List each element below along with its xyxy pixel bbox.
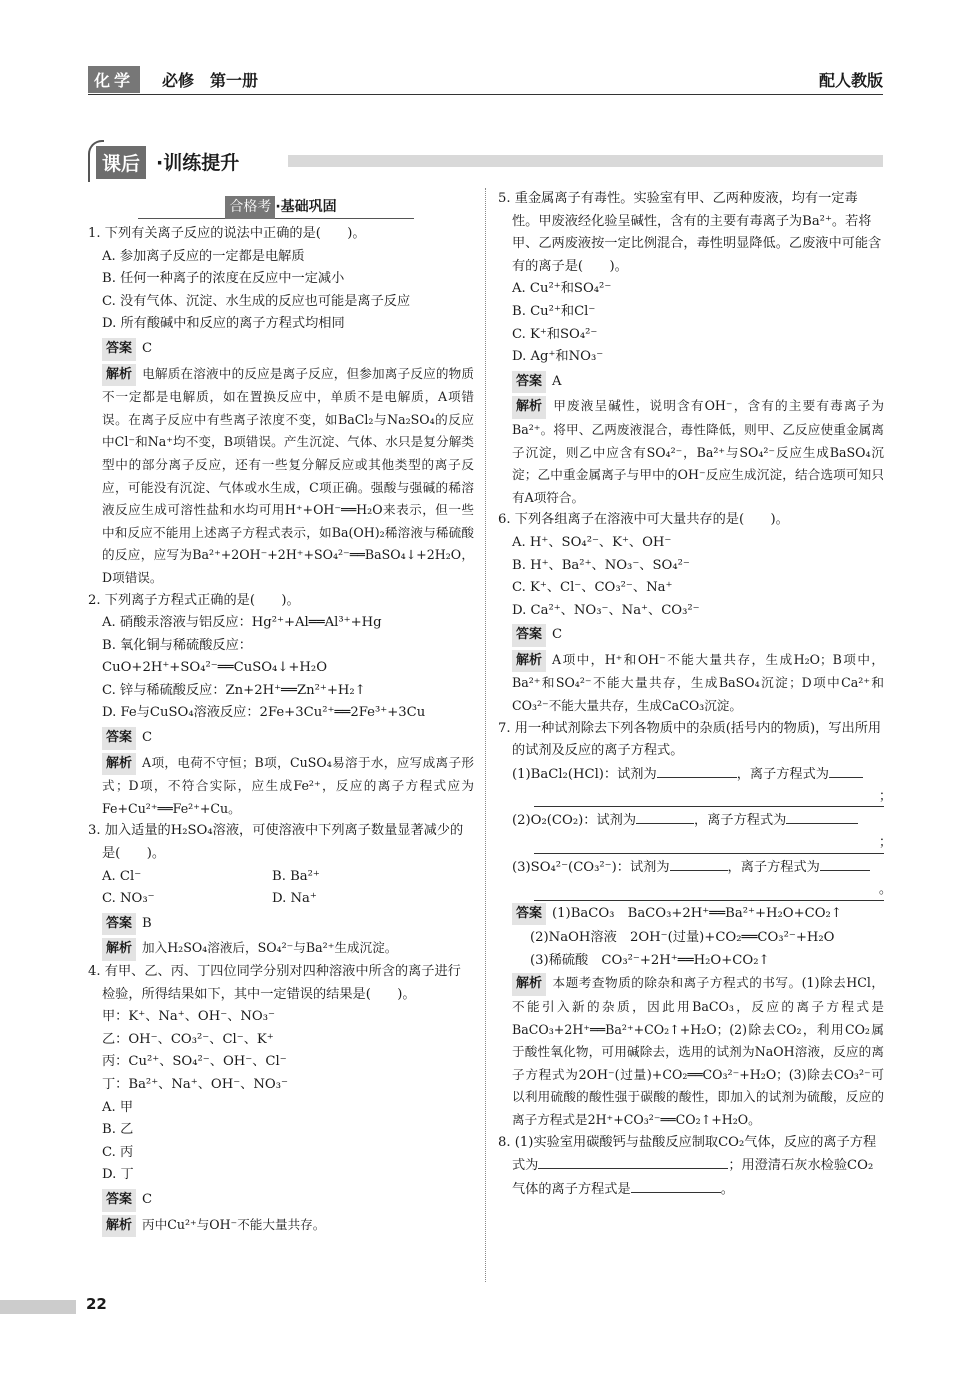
analysis-tag: 解析: [102, 753, 136, 776]
option-c: C. NO₃⁻: [102, 891, 155, 907]
answer-value: C: [142, 1191, 153, 1207]
answer-row: [88, 338, 474, 361]
question-stem: 1. 下列有关离子反应的说法中正确的是( )。: [88, 226, 366, 241]
option-d: D. 所有酸碱中和反应的离子方程式均相同: [102, 316, 345, 332]
analysis-text: 电解质在溶液中的反应是离子反应，但参加离子反应的物质不一定都是电解质，如在置换反应中，单质不是电解质，A项错误。在离子反应中有些离子浓度不变，如BaCl₂与Na₂SO₄的反应中Cl⁻和Na⁺均不变，B项错误。产生沉淀、气体、水只是复分解类型中的部分离子反应，还有一些复分解反应或其他类型的离子反应，可能没有沉淀、气体或水生成，C项正确。强酸与强碱的稀溶液反应生成可溶性盐和水均可用H⁺+OH⁻══H₂O来表示，但一些中和反应不能用上述离子方程式表示，如Ba(OH)₂稀溶液与稀硫酸的反应，应写为Ba²⁺+2OH⁻+2H⁺+SO₄²⁻══BaSO₄↓+2H₂O，D项错误。: [102, 365, 474, 585]
answer-row: [88, 1189, 474, 1212]
option-b: B. 乙: [102, 1122, 134, 1138]
part-2: (2)O₂(CO₂)：试剂为 ，离子方程式为: [498, 809, 884, 833]
answer-blank[interactable]: [631, 1178, 721, 1193]
answer-blank[interactable]: 。: [534, 880, 884, 901]
analysis-text: 甲废液呈碱性，说明含有OH⁻，含有的主要有毒离子为Ba²⁺。将甲、乙两废液混合，毒性降低，则甲、乙反应使重金属离子沉淀，则乙中应含有SO₄²⁻，Ba²⁺与SO₄²⁻反应生成BaSO₄沉淀；乙中重金属离子与甲中的OH⁻反应生成沉淀，结合选项可知只有A项符合。: [512, 398, 884, 505]
answer-value: C: [142, 730, 153, 746]
question-7: [498, 718, 892, 1132]
analysis-row: [88, 937, 474, 961]
answer-blank[interactable]: ；: [534, 833, 884, 854]
question-stem: 3. 加入适量的H₂SO₄溶液，可使溶液中下列离子数量显著减少的是( )。: [88, 823, 464, 862]
analysis-text: 本题考查物质的除杂和离子方程式的书写。(1)除去HCl，不能引入新的杂质，因此用BaCO₃，反应的离子方程式是BaCO₃+2H⁺══Ba²⁺+CO₂↑+H₂O；(2)除去CO₂，利用CO₂属于酸性氧化物，可用碱除去，选用的试剂为NaOH溶液，反应的离子方程式为2OH⁻(过量)+CO₂══CO₃²⁻+H₂O；(3)除去CO₃²⁻可以利用硫酸的酸性强于碳酸的酸性，即加入的试剂为硫酸，反应的离子方程式是2H⁺+CO₃²⁻══CO₂↑+H₂O。: [512, 975, 884, 1127]
analysis-text: 丙中Cu²⁺与OH⁻不能大量共存。: [142, 1216, 326, 1232]
analysis-row: [498, 972, 884, 1131]
answer-blank[interactable]: ；: [534, 786, 884, 807]
right-column: [498, 188, 892, 1201]
analysis-tag: 解析: [102, 1215, 136, 1238]
option-c: C. K⁺和SO₄²⁻: [512, 326, 598, 342]
question-5: [498, 188, 884, 509]
answer-blank[interactable]: [829, 763, 863, 778]
option-d: D. 丁: [102, 1167, 134, 1183]
page-number: 22: [86, 1295, 107, 1313]
answer-value: C: [142, 340, 153, 356]
option-c: C. K⁺、Cl⁻、CO₃²⁻、Na⁺: [512, 580, 673, 596]
statement-4: 丁：Ba²⁺、Na⁺、OH⁻、NO₃⁻: [102, 1076, 288, 1092]
option-c: C. 丙: [102, 1144, 134, 1160]
question-stem: 5. 重金属离子有毒性。实验室有甲、乙两种废液，均有一定毒性。甲废液经化验呈碱性，含有的主要有毒离子为Ba²⁺。若将甲、乙两废液按一定比例混合，毒性明显降低。乙废液中可能含有的离子是( )。: [498, 191, 882, 274]
answer-row: [498, 903, 884, 926]
part-3: (3)SO₄²⁻(CO₃²⁻)：试剂为 ，离子方程式为: [498, 856, 884, 880]
statement-1: 甲：K⁺、Na⁺、OH⁻、NO₃⁻: [102, 1009, 275, 1025]
answer-value: B: [142, 915, 152, 931]
question-6: [498, 509, 884, 717]
answer-row: [88, 913, 474, 936]
question-stem: 6. 下列各组离子在溶液中可大量共存的是( )。: [498, 512, 789, 528]
option-a: A. H⁺、SO₄²⁻、K⁺、OH⁻: [512, 534, 672, 550]
option-b: B. H⁺、Ba²⁺、NO₃⁻、SO₄²⁻: [512, 557, 690, 573]
question-stem: 8. (1)实验室用碳酸钙与盐酸反应制取CO₂气体，反应的离子方程式为: [498, 1134, 877, 1174]
question-stem: 4. 有甲、乙、丙、丁四位同学分别对四种溶液中所含的离子进行检验，所得结果如下，其中一定错误的结果是( )。: [88, 964, 461, 1002]
answer-tag: 答案: [102, 1189, 136, 1212]
question-1: [88, 223, 474, 590]
option-d: D. Ca²⁺、NO₃⁻、Na⁺、CO₃²⁻: [512, 602, 700, 618]
analysis-text: A项中，H⁺和OH⁻不能大量共存，生成H₂O；B项中，Ba²⁺和SO₄²⁻不能大量共存，生成BaSO₄沉淀；D项中Ca²⁺和CO₃²⁻不能大量共存，生成CaCO₃沉淀。: [512, 651, 884, 714]
analysis-row: [498, 395, 884, 509]
answer-line-3: (3)稀硫酸 CO₃²⁻+2H⁺══H₂O+CO₂↑: [530, 952, 770, 968]
answer-blank[interactable]: [636, 809, 694, 824]
analysis-tag: 解析: [512, 650, 546, 673]
subject-tag: 化学: [88, 66, 140, 93]
question-8: 8. (1)实验室用碳酸钙与盐酸反应制取CO₂气体，反应的离子方程式为 ；用澄清石灰水检验CO₂气体的离子方程式是 。: [498, 1134, 877, 1197]
subsection-title: ·基础巩固: [275, 199, 337, 215]
section-heading: [88, 140, 883, 182]
question-stem: 2. 下列离子方程式正确的是( )。: [88, 592, 300, 608]
left-column: [88, 196, 474, 1237]
question-3: [88, 820, 474, 961]
page-header: [88, 64, 883, 95]
option-a: A. 参加离子反应的一定都是电解质: [102, 248, 305, 264]
section-box: 课后: [96, 146, 146, 179]
analysis-text: 加入H₂SO₄溶液后，SO₄²⁻与Ba²⁺生成沉淀。: [142, 940, 398, 956]
option-a: A. 甲: [102, 1099, 134, 1115]
column-divider: [485, 188, 486, 1282]
answer-row: [498, 624, 884, 647]
answer-tag: 答案: [102, 913, 136, 936]
answer-tag: 答案: [102, 338, 136, 361]
answer-row: [88, 727, 474, 750]
analysis-text: A项，电荷不守恒；B项，CuSO₄易溶于水，应写成离子形式；D项，不符合实际，应生成Fe²⁺，反应的离子方程式应为Fe+Cu²⁺══Fe²⁺+Cu。: [102, 754, 474, 816]
book-title: 必修 第一册: [162, 71, 259, 90]
page-footer-bar: [0, 1300, 76, 1314]
answer-blank[interactable]: [670, 856, 728, 871]
analysis-row: [498, 649, 884, 718]
option-a: A. Cl⁻: [102, 868, 142, 884]
question-2: [88, 590, 474, 821]
answer-tag: 答案: [102, 727, 136, 750]
option-b: B. Cu²⁺和Cl⁻: [512, 303, 596, 319]
option-b: B. 任何一种离子的浓度在反应中一定减小: [102, 271, 345, 287]
answer-tag: 答案: [512, 624, 546, 647]
answer-blank[interactable]: [820, 856, 870, 871]
option-d: D. Na⁺: [272, 891, 317, 907]
answer-blank[interactable]: [786, 809, 858, 824]
answer-blank[interactable]: [538, 1154, 728, 1169]
option-a: A. 硝酸汞溶液与铝反应：Hg²⁺+Al══Al³⁺+Hg: [102, 615, 382, 631]
subsection-tag: 合格考: [225, 196, 275, 219]
question-stem: 7. 用一种试剂除去下列各物质中的杂质(括号内的物质)，写出所用的试剂及反应的离子方程式。: [498, 720, 882, 759]
analysis-tag: 解析: [512, 396, 546, 419]
analysis-row: [88, 1214, 474, 1238]
statement-3: 丙：Cu²⁺、SO₄²⁻、OH⁻、Cl⁻: [102, 1054, 287, 1070]
analysis-tag: 解析: [512, 973, 546, 996]
answer-line-2: (2)NaOH溶液 2OH⁻(过量)+CO₂══CO₃²⁻+H₂O: [530, 930, 835, 946]
option-c: C. 没有气体、沉淀、水生成的反应也可能是离子反应: [102, 293, 411, 309]
option-b: B. 氧化铜与稀硫酸反应：CuO+2H⁺+SO₄²⁻══CuSO₄↓+H₂O: [102, 637, 328, 676]
option-d: D. Fe与CuSO₄溶液反应：2Fe+3Cu²⁺══2Fe³⁺+3Cu: [102, 705, 426, 721]
answer-value: A: [552, 373, 562, 389]
subsection-heading: [88, 196, 474, 220]
answer-tag: 答案: [512, 371, 546, 394]
answer-tag: 答案: [512, 903, 546, 926]
option-c: C. 锌与稀硫酸反应：Zn+2H⁺══Zn²⁺+H₂↑: [102, 682, 366, 698]
answer-value: (1)BaCO₃ BaCO₃+2H⁺══Ba²⁺+H₂O+CO₂↑: [552, 905, 842, 921]
analysis-tag: 解析: [102, 938, 136, 961]
option-a: A. Cu²⁺和SO₄²⁻: [512, 281, 612, 297]
part-1: (1)BaCl₂(HCl)：试剂为 ，离子方程式为: [498, 763, 884, 787]
analysis-tag: 解析: [102, 364, 136, 387]
answer-value: C: [552, 627, 563, 643]
answer-row: [498, 371, 884, 394]
statement-2: 乙：OH⁻、CO₃²⁻、Cl⁻、K⁺: [102, 1031, 274, 1047]
section-title: ·训练提升: [156, 152, 240, 174]
option-b: B. Ba²⁺: [272, 868, 320, 884]
decor-bar: [288, 155, 883, 167]
edition-label: 配人教版: [818, 71, 883, 90]
answer-blank[interactable]: [657, 763, 737, 778]
analysis-row: [88, 363, 474, 590]
analysis-row: [88, 752, 474, 821]
question-4: [88, 961, 474, 1237]
option-d: D. Ag⁺和NO₃⁻: [512, 349, 604, 365]
